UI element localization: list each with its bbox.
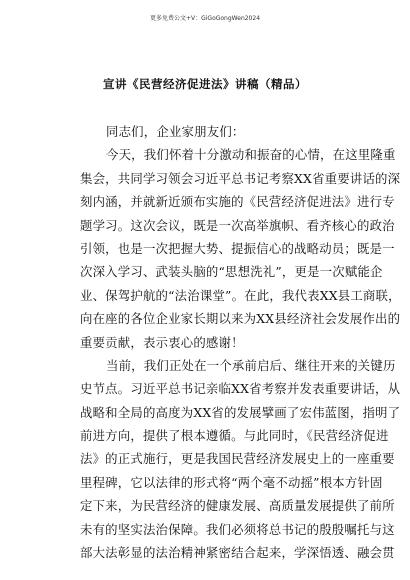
paragraph-line: 引领，也是一次把握大势、提振信心的战略动员；既是一 [80, 240, 395, 256]
paragraph-line: 前进方向，提供了根本遵循。与此同时，《民营经济促进 [80, 428, 389, 444]
paragraph-line: 法》的正式施行，更是我国民营经济发展史上的一座重要 [80, 451, 395, 467]
document-title: 宣讲《民营经济促进法》讲稿（精品） [103, 77, 307, 91]
paragraph-line: 集会，共同学习领会习近平总书记考察XX省重要讲话的深 [80, 170, 401, 186]
header-note: 更多免费公文+V：GiGoGongWen2024 [149, 15, 261, 22]
paragraph-line: 里程碑，它以法律的形式将“两个毫不动摇”根本方针固 [80, 474, 383, 490]
document-body [80, 120, 401, 564]
paragraph-line: 未有的坚实法治保障。我们必须将总书记的殷殷嘱托与这 [80, 521, 395, 537]
paragraph-line: 向在座的各位企业家长期以来为XX县经济社会发展作出的 [80, 311, 401, 327]
paragraph-line: 题学习。这次会议，既是一次高举旗帜、看齐核心的政治 [80, 217, 395, 233]
paragraph-line: 战略和全局的高度为XX省的发展擘画了宏伟蓝图，指明了 [80, 404, 401, 420]
paragraph-line: 业、保驾护航的“法治课堂”。在此，我代表XX县工商联， [80, 287, 401, 303]
paragraph-line: 刻内涵，并就新近颁布实施的《民营经济促进法》进行专 [80, 194, 395, 210]
paragraph-line: 次深入学习、武装头脑的“思想洗礼”，更是一次赋能企 [80, 264, 383, 280]
paragraph-line: 当前，我们正处在一个承前启后、继往开来的关键历 [106, 357, 396, 373]
paragraph-line: 史节点。习近平总书记亲临XX省考察并发表重要讲话，从 [80, 381, 401, 397]
paragraph-line: 定下来，为民营经济的健康发展、高质量发展提供了前所 [80, 498, 395, 514]
paragraph-line: 今天，我们怀着十分激动和振奋的心情，在这里隆重 [106, 147, 396, 163]
greeting-line: 同志们，企业家朋友们： [106, 124, 245, 139]
paragraph-line: 部大法彰显的法治精神紧密结合起来，学深悟透、融会贯 [80, 545, 395, 561]
paragraph-line: 重要贡献，表示衷心的感谢！ [80, 334, 244, 350]
